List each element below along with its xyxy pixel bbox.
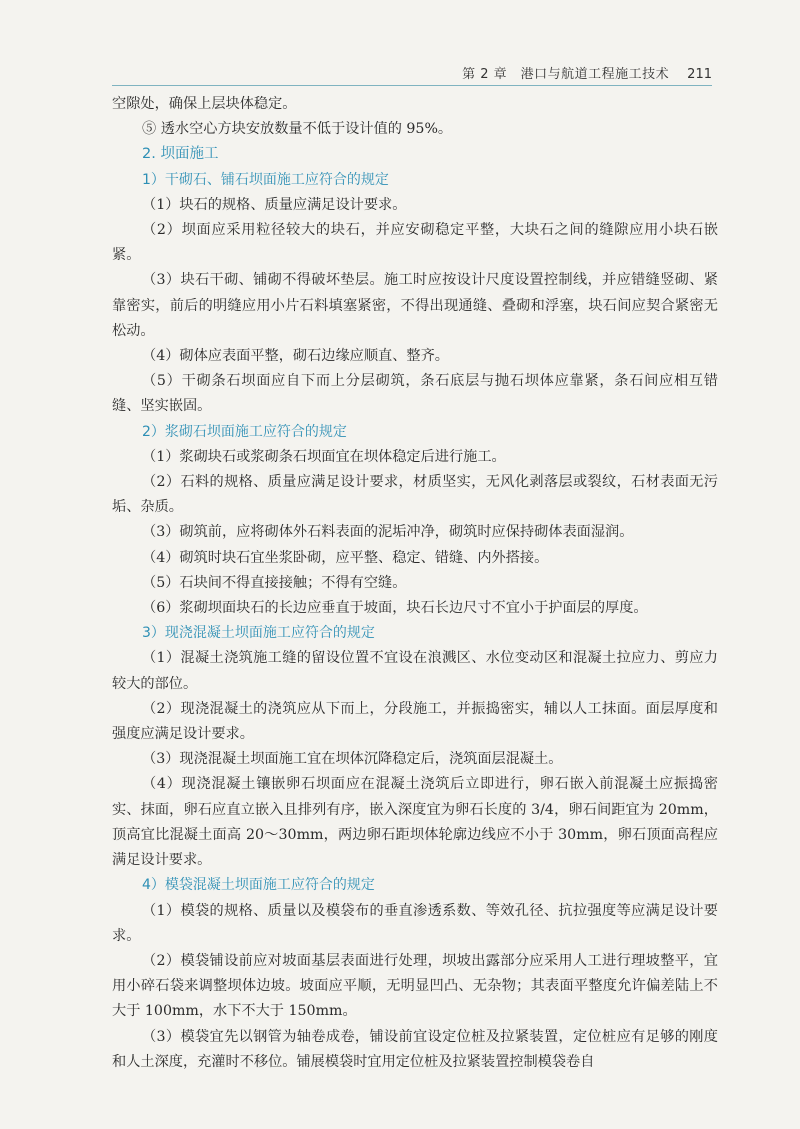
paragraph: （1）混凝土浇筑施工缝的留设位置不宜设在浪溅区、水位变动区和混凝土拉应力、剪应力较大的部位。 [112,650,718,692]
paragraph: （3）现浇混凝土坝面施工宜在坝体沉降稳定后，浇筑面层混凝土。 [142,751,563,768]
paragraph: （4）砌体应表面平整，砌石边缘应顺直、整齐。 [142,348,449,365]
paragraph: （1）块石的规格、质量应满足设计要求。 [142,196,407,213]
paragraph: （2）模袋铺设前应对坡面基层表面进行处理，坝坡出露部分应采用人工进行理坡整平，宜用小碎石袋来调整坝体边坡。坡面应平顺，无明显凹凸、无杂物；其表面平整度允许偏差陆上不大于 100mm，水下不大于 150mm。 [112,952,718,1020]
paragraph: （4）现浇混凝土镶嵌卵石坝面应在混凝土浇筑后立即进行，卵石嵌入前混凝土应振捣密实、抹面，卵石应直立嵌入且排列有序，嵌入深度宜为卵石长度的 3/4，卵石间距宜为 20mm，顶高宜比混凝土面高 20～30mm，两边卵石距坝体轮廓边线应不小于 30mm，卵石顶面高程应满足设计要求。 [112,776,718,869]
paragraph: （1）模袋的规格、质量以及模袋布的垂直渗透系数、等效孔径、抗拉强度等应满足设计要求。 [112,902,718,944]
paragraph: 空隙处，确保上层块体稳定。 [112,96,297,112]
page-number: 211 [687,67,712,82]
paragraph: （3）块石干砌、铺砌不得破坏垫层。施工时应按设计尺度设置控制线，并应错缝竖砌、紧靠密实，前后的明缝应用小片石料填塞紧密，不得出现通缝、叠砌和浮塞，块石间应契合紧密无松动。 [112,272,718,339]
paragraph: （2）坝面应采用粒径较大的块石，并应安砌稳定平整，大块石之间的缝隙应用小块石嵌紧。 [112,222,718,264]
paragraph: （6）浆砌坝面块石的长边应垂直于坡面，块石长边尺寸不宜小于护面层的厚度。 [142,600,648,617]
paragraph: ⑤ 透水空心方块安放数量不低于设计值的 95%。 [142,121,453,138]
page-header [112,62,712,86]
paragraph: （4）砌筑时块石宜坐浆卧砌，应平整、稳定、错缝、内外搭接。 [142,549,549,566]
paragraph: （5）石块间不得直接接触；不得有空缝。 [142,574,407,591]
section-heading: 2. 坝面施工 [142,146,219,163]
section-heading: 3）现浇混凝土坝面施工应符合的规定 [142,625,375,642]
paragraph: （5）干砌条石坝面应自下而上分层砌筑，条石底层与抛石坝体应靠紧，条石间应相互错缝、坚实嵌固。 [112,373,718,415]
paragraph: （3）模袋宜先以钢管为轴卷成卷，铺设前宜设定位桩及拉紧装置，定位桩应有足够的刚度和人土深度，充灌时不移位。铺展模袋时宜用定位桩及拉紧装置控制模袋卷自 [112,1028,718,1070]
chapter-title: 第 2 章 港口与航道工程施工技术 [462,67,670,82]
page-body [112,92,718,1075]
paragraph: （1）浆砌块石或浆砌条石坝面宜在坝体稳定后进行施工。 [142,448,506,465]
section-heading: 2）浆砌石坝面施工应符合的规定 [142,423,347,440]
paragraph: （2）现浇混凝土的浇筑应从下而上，分段施工，并振捣密实，辅以人工抹面。面层厚度和强度应满足设计要求。 [112,700,718,743]
section-heading: 1）干砌石、铺石坝面施工应符合的规定 [142,171,389,188]
paragraph: （3）砌筑前，应将砌体外石料表面的泥垢冲净，砌筑时应保持砌体表面湿润。 [142,524,634,541]
paragraph: （2）石料的规格、质量应满足设计要求，材质坚实，无风化剥落层或裂纹，石材表面无污垢、杂质。 [112,474,718,516]
section-heading: 4）模袋混凝土坝面施工应符合的规定 [142,877,375,894]
